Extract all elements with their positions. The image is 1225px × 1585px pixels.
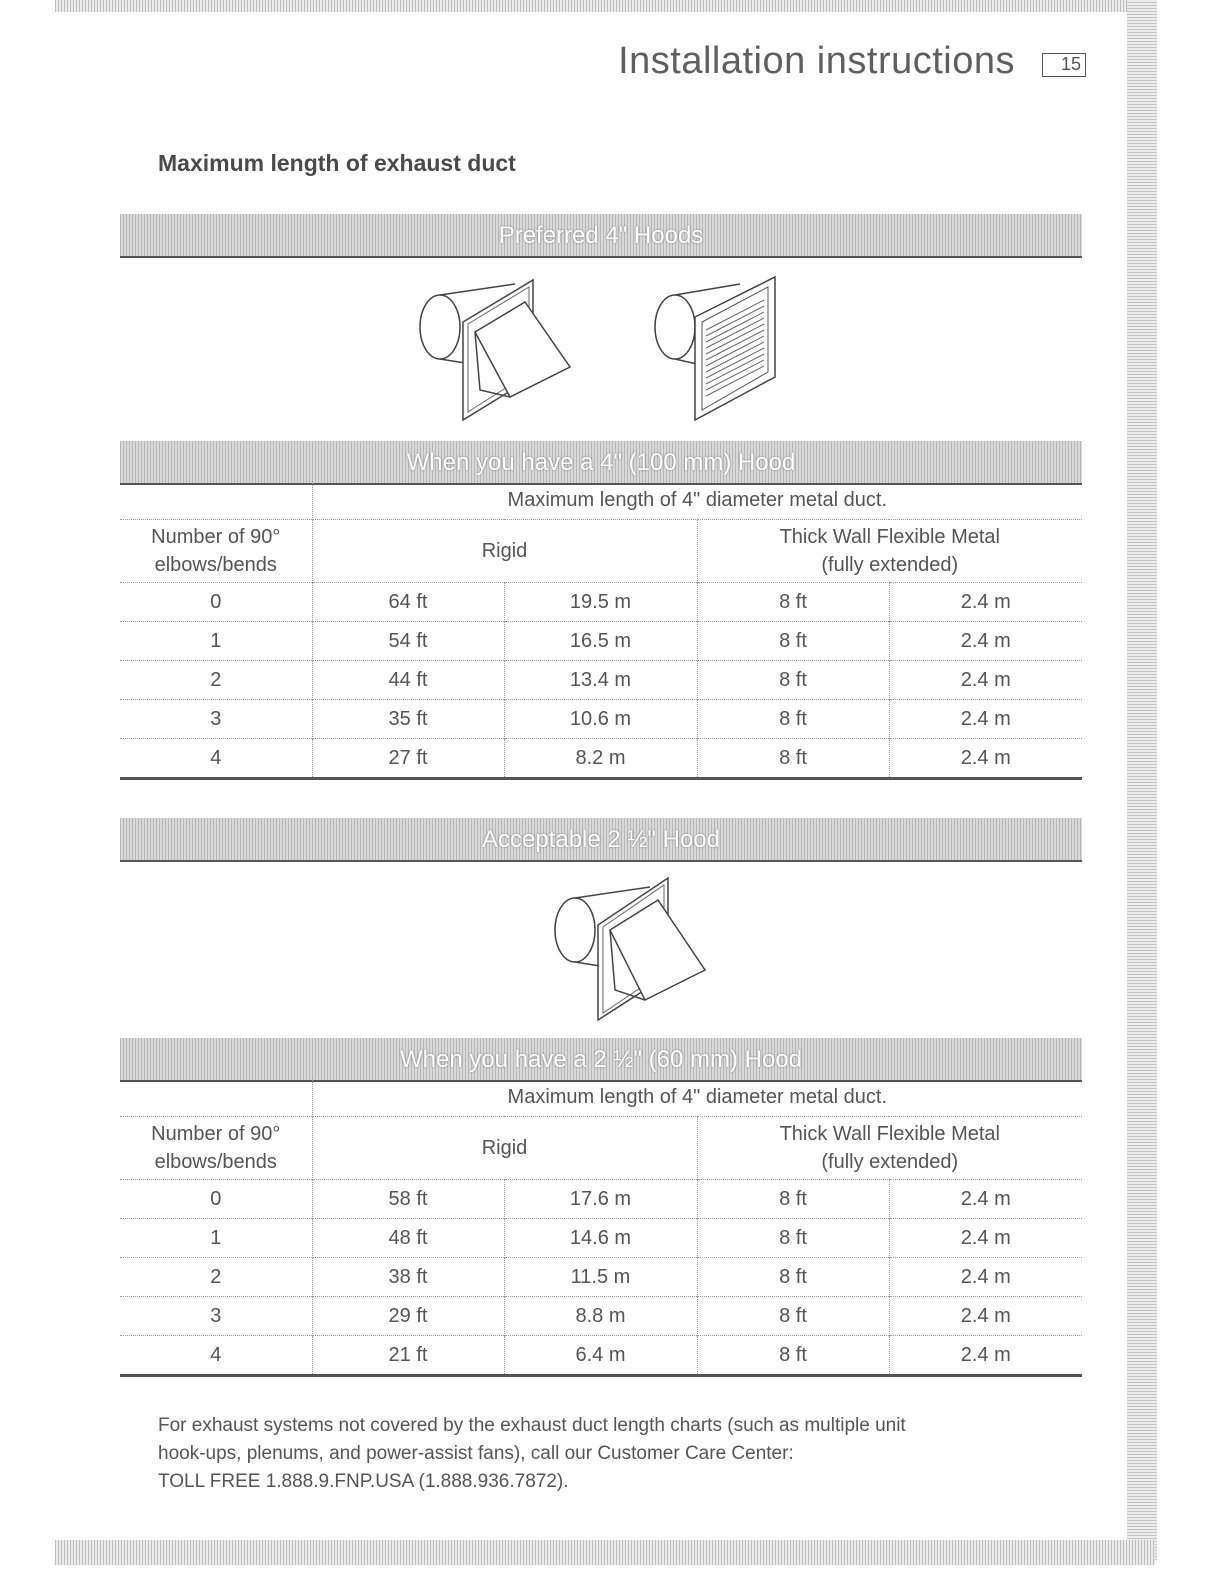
column-header-bends: Number of 90° elbows/bends (120, 520, 312, 583)
duct-table-4in (120, 481, 1082, 780)
acceptable-hood-illustration (540, 875, 715, 1025)
table-row: 4 27 ft 8.2 m 8 ft 2.4 m (120, 739, 1082, 779)
scan-edge-top (55, 0, 1155, 12)
page-title: Installation instructions (618, 40, 1015, 82)
band-table1-title: When you have a 4" (100 mm) Hood (120, 441, 1082, 485)
band-table2-title: When you have a 2 ½" (60 mm) Hood (120, 1038, 1082, 1082)
grille-hood-illustration (640, 272, 790, 422)
scan-edge-right (1127, 0, 1157, 1560)
table-row: 0 58 ft 17.6 m 8 ft 2.4 m (120, 1180, 1082, 1219)
table-row: 0 64 ft 19.5 m 8 ft 2.4 m (120, 583, 1082, 622)
table-header: Maximum length of 4" diameter metal duct. (312, 1078, 1082, 1117)
toll-free-number: TOLL FREE 1.888.9.FNP.USA (1.888.936.7872). (158, 1471, 569, 1492)
table-row: 2 38 ft 11.5 m 8 ft 2.4 m (120, 1258, 1082, 1297)
column-header-flexible: Thick Wall Flexible Metal (fully extended) (697, 1117, 1082, 1180)
table-row: 2 44 ft 13.4 m 8 ft 2.4 m (120, 661, 1082, 700)
band-acceptable-hood: Acceptable 2 ½" Hood (120, 818, 1082, 862)
table-row: 3 35 ft 10.6 m 8 ft 2.4 m (120, 700, 1082, 739)
table-row: 3 29 ft 8.8 m 8 ft 2.4 m (120, 1297, 1082, 1336)
column-header-rigid: Rigid (312, 520, 697, 583)
table-row: 4 21 ft 6.4 m 8 ft 2.4 m (120, 1336, 1082, 1376)
column-header-bends: Number of 90° elbows/bends (120, 1117, 312, 1180)
column-header-rigid: Rigid (312, 1117, 697, 1180)
band-preferred-hoods: Preferred 4" Hoods (120, 214, 1082, 258)
louvered-hood-illustration (405, 272, 580, 422)
page-number: 15 (1042, 53, 1086, 77)
table-header: Maximum length of 4" diameter metal duct. (312, 481, 1082, 520)
table-row: 1 54 ft 16.5 m 8 ft 2.4 m (120, 622, 1082, 661)
table-row: 1 48 ft 14.6 m 8 ft 2.4 m (120, 1219, 1082, 1258)
scan-edge-bottom (55, 1540, 1155, 1565)
section-heading: Maximum length of exhaust duct (158, 150, 516, 176)
column-header-flexible: Thick Wall Flexible Metal (fully extended) (697, 520, 1082, 583)
customer-care-note: For exhaust systems not covered by the exhaust duct length charts (such as multiple unit hook-ups, plenums, and power-assist fans), call our Customer Care Center: TOLL FREE 1.888.9.FNP.USA (1.888.936.7872). (158, 1412, 1058, 1496)
duct-table-2-5in (120, 1078, 1082, 1377)
